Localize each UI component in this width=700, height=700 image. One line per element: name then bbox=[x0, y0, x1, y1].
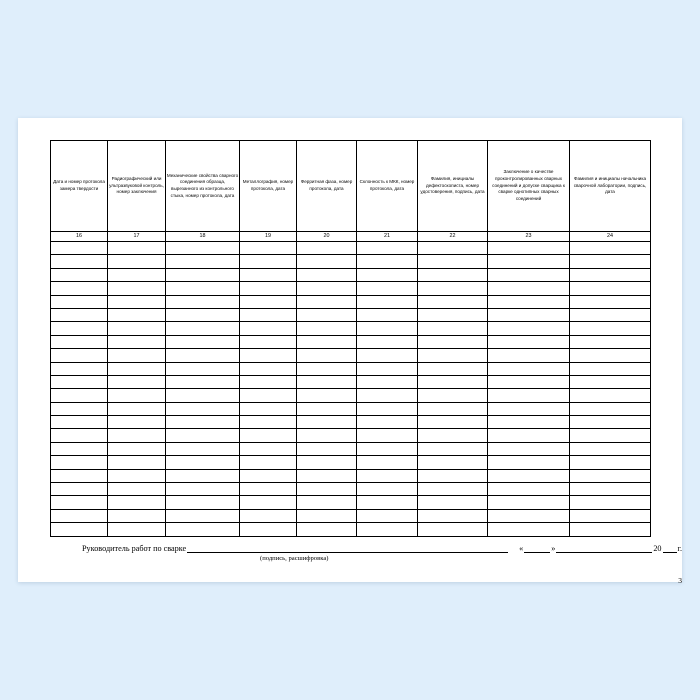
column-number-17: 17 bbox=[108, 232, 166, 242]
table-cell bbox=[166, 282, 240, 295]
table-cell bbox=[108, 362, 166, 375]
table-cell bbox=[488, 242, 570, 255]
table-cell bbox=[166, 349, 240, 362]
table-cell bbox=[488, 523, 570, 536]
table-cell bbox=[108, 268, 166, 281]
table-cell bbox=[570, 442, 651, 455]
table-cell bbox=[570, 483, 651, 496]
table-cell bbox=[570, 496, 651, 509]
table-cell bbox=[166, 416, 240, 429]
table-cell bbox=[418, 335, 488, 348]
column-number-23: 23 bbox=[488, 232, 570, 242]
table-cell bbox=[570, 469, 651, 482]
table-cell bbox=[166, 322, 240, 335]
table-cell bbox=[108, 349, 166, 362]
table-cell bbox=[357, 483, 418, 496]
table-cell bbox=[108, 295, 166, 308]
table-row bbox=[51, 389, 651, 402]
table-row bbox=[51, 442, 651, 455]
table-body bbox=[51, 242, 651, 537]
table-row bbox=[51, 509, 651, 522]
table-row bbox=[51, 308, 651, 321]
table-cell bbox=[51, 308, 108, 321]
table-row bbox=[51, 295, 651, 308]
table-cell bbox=[418, 523, 488, 536]
table-cell bbox=[51, 375, 108, 388]
table-cell bbox=[418, 295, 488, 308]
table-cell bbox=[297, 442, 357, 455]
column-number-row bbox=[51, 232, 651, 242]
table-cell bbox=[570, 268, 651, 281]
table-cell bbox=[418, 442, 488, 455]
table-cell bbox=[418, 509, 488, 522]
table-cell bbox=[357, 242, 418, 255]
year-prefix: 20 bbox=[653, 544, 662, 553]
table-cell bbox=[240, 349, 297, 362]
table-row bbox=[51, 496, 651, 509]
table-cell bbox=[488, 402, 570, 415]
document-footer bbox=[82, 544, 682, 585]
table-cell bbox=[240, 469, 297, 482]
table-cell bbox=[166, 375, 240, 388]
table-cell bbox=[51, 429, 108, 442]
table-cell bbox=[488, 268, 570, 281]
table-cell bbox=[297, 509, 357, 522]
table-row bbox=[51, 402, 651, 415]
column-header-23: Заключение о качестве проконтролированных сварных соединений и допуске сварщика к сварке однотипных сварных соединений bbox=[488, 141, 570, 232]
table-cell bbox=[51, 456, 108, 469]
table-cell bbox=[166, 308, 240, 321]
table-cell bbox=[570, 255, 651, 268]
table-cell bbox=[488, 416, 570, 429]
table-cell bbox=[166, 483, 240, 496]
table-cell bbox=[488, 429, 570, 442]
table-cell bbox=[297, 295, 357, 308]
table-cell bbox=[488, 255, 570, 268]
table-cell bbox=[108, 496, 166, 509]
table-cell bbox=[240, 523, 297, 536]
table-cell bbox=[108, 389, 166, 402]
column-number-24: 24 bbox=[570, 232, 651, 242]
table-cell bbox=[51, 335, 108, 348]
table-cell bbox=[357, 496, 418, 509]
table-cell bbox=[570, 349, 651, 362]
column-number-19: 19 bbox=[240, 232, 297, 242]
table-cell bbox=[570, 375, 651, 388]
table-row bbox=[51, 282, 651, 295]
table-cell bbox=[108, 322, 166, 335]
table-cell bbox=[240, 375, 297, 388]
table-cell bbox=[166, 442, 240, 455]
table-cell bbox=[240, 308, 297, 321]
table-cell bbox=[418, 255, 488, 268]
table-cell bbox=[297, 322, 357, 335]
table-cell bbox=[108, 282, 166, 295]
table-cell bbox=[297, 308, 357, 321]
table-cell bbox=[51, 469, 108, 482]
table-cell bbox=[166, 242, 240, 255]
table-cell bbox=[488, 389, 570, 402]
table-cell bbox=[297, 483, 357, 496]
table-cell bbox=[108, 509, 166, 522]
table-cell bbox=[570, 282, 651, 295]
table-cell bbox=[418, 469, 488, 482]
table-cell bbox=[357, 456, 418, 469]
column-number-22: 22 bbox=[418, 232, 488, 242]
table-cell bbox=[240, 268, 297, 281]
table-cell bbox=[240, 402, 297, 415]
welding-journal-table bbox=[50, 140, 651, 537]
table-cell bbox=[51, 483, 108, 496]
table-cell bbox=[240, 322, 297, 335]
column-header-24: Фамилия и инициалы начальника сварочной лаборатории, подпись, дата bbox=[570, 141, 651, 232]
table-cell bbox=[297, 469, 357, 482]
table-cell bbox=[51, 416, 108, 429]
table-cell bbox=[297, 242, 357, 255]
table-cell bbox=[297, 349, 357, 362]
table-cell bbox=[418, 389, 488, 402]
table-cell bbox=[108, 335, 166, 348]
table-cell bbox=[240, 282, 297, 295]
table-cell bbox=[418, 402, 488, 415]
table-cell bbox=[357, 282, 418, 295]
column-number-21: 21 bbox=[357, 232, 418, 242]
table-cell bbox=[488, 509, 570, 522]
table-cell bbox=[108, 242, 166, 255]
table-cell bbox=[418, 456, 488, 469]
table-row bbox=[51, 242, 651, 255]
column-number-20: 20 bbox=[297, 232, 357, 242]
table-cell bbox=[488, 469, 570, 482]
table-cell bbox=[297, 268, 357, 281]
month-rule bbox=[556, 544, 652, 553]
table-cell bbox=[297, 282, 357, 295]
table-cell bbox=[166, 523, 240, 536]
table-cell bbox=[240, 496, 297, 509]
table-cell bbox=[418, 429, 488, 442]
table-cell bbox=[418, 308, 488, 321]
table-cell bbox=[570, 308, 651, 321]
table-cell bbox=[297, 362, 357, 375]
table-cell bbox=[570, 402, 651, 415]
table-cell bbox=[166, 335, 240, 348]
table-row bbox=[51, 483, 651, 496]
table-cell bbox=[357, 416, 418, 429]
table-cell bbox=[570, 295, 651, 308]
table-cell bbox=[240, 295, 297, 308]
table-cell bbox=[108, 442, 166, 455]
table-cell bbox=[240, 362, 297, 375]
table-cell bbox=[297, 255, 357, 268]
page-number: 3 bbox=[678, 576, 682, 585]
table-cell bbox=[488, 335, 570, 348]
table-cell bbox=[51, 402, 108, 415]
table-row bbox=[51, 429, 651, 442]
table-row bbox=[51, 375, 651, 388]
signature-line bbox=[82, 544, 682, 553]
table-cell bbox=[51, 268, 108, 281]
table-row bbox=[51, 335, 651, 348]
table-cell bbox=[357, 335, 418, 348]
table-cell bbox=[108, 308, 166, 321]
table-cell bbox=[488, 442, 570, 455]
table-cell bbox=[108, 375, 166, 388]
table-cell bbox=[357, 375, 418, 388]
table-cell bbox=[570, 456, 651, 469]
table-cell bbox=[51, 509, 108, 522]
table-cell bbox=[240, 483, 297, 496]
table-row bbox=[51, 469, 651, 482]
table-cell bbox=[357, 308, 418, 321]
table-cell bbox=[108, 469, 166, 482]
table-cell bbox=[108, 255, 166, 268]
column-header-17: Радиографический или ультразвуковой контроль, номер заключения bbox=[108, 141, 166, 232]
signature-label: Руководитель работ по сварке bbox=[82, 544, 187, 553]
column-header-22: Фамилия, инициалы дефектоскописта, номер удостоверения, подпись, дата bbox=[418, 141, 488, 232]
table-cell bbox=[357, 402, 418, 415]
table-cell bbox=[166, 429, 240, 442]
table-cell bbox=[166, 295, 240, 308]
table-cell bbox=[51, 242, 108, 255]
table-cell bbox=[166, 362, 240, 375]
date-quote-open: « bbox=[519, 544, 524, 553]
table-cell bbox=[240, 389, 297, 402]
table-cell bbox=[357, 389, 418, 402]
table-row bbox=[51, 523, 651, 536]
table-cell bbox=[166, 402, 240, 415]
table-cell bbox=[240, 429, 297, 442]
table-cell bbox=[166, 496, 240, 509]
table-cell bbox=[418, 268, 488, 281]
table-cell bbox=[297, 429, 357, 442]
table-cell bbox=[51, 496, 108, 509]
table-cell bbox=[51, 295, 108, 308]
table-row bbox=[51, 349, 651, 362]
table-cell bbox=[357, 322, 418, 335]
document-page bbox=[18, 118, 682, 585]
table-cell bbox=[108, 523, 166, 536]
table-row bbox=[51, 322, 651, 335]
table-cell bbox=[488, 362, 570, 375]
table-cell bbox=[297, 456, 357, 469]
table-cell bbox=[570, 335, 651, 348]
table-cell bbox=[418, 362, 488, 375]
table-cell bbox=[570, 389, 651, 402]
table-cell bbox=[357, 509, 418, 522]
column-header-21: Склонность к МКК, номер протокола, дата bbox=[357, 141, 418, 232]
table-row bbox=[51, 268, 651, 281]
table-cell bbox=[418, 349, 488, 362]
table-cell bbox=[240, 509, 297, 522]
table-cell bbox=[488, 282, 570, 295]
table-cell bbox=[240, 335, 297, 348]
table-cell bbox=[51, 255, 108, 268]
table-row bbox=[51, 456, 651, 469]
table-cell bbox=[570, 416, 651, 429]
day-rule bbox=[524, 544, 550, 553]
table-cell bbox=[488, 349, 570, 362]
table-cell bbox=[51, 389, 108, 402]
table-cell bbox=[357, 429, 418, 442]
table-cell bbox=[418, 282, 488, 295]
signature-caption: (подпись, расшифровка) bbox=[260, 555, 329, 562]
table-cell bbox=[488, 295, 570, 308]
table-cell bbox=[166, 268, 240, 281]
table-cell bbox=[570, 509, 651, 522]
table-cell bbox=[108, 456, 166, 469]
table-cell bbox=[570, 362, 651, 375]
table-cell bbox=[357, 268, 418, 281]
table-cell bbox=[297, 375, 357, 388]
table-cell bbox=[488, 496, 570, 509]
table-cell bbox=[108, 429, 166, 442]
table-cell bbox=[51, 362, 108, 375]
column-number-16: 16 bbox=[51, 232, 108, 242]
year-rule bbox=[663, 544, 677, 553]
table-cell bbox=[166, 509, 240, 522]
signature-rule bbox=[187, 544, 508, 553]
table-cell bbox=[570, 242, 651, 255]
table-cell bbox=[357, 523, 418, 536]
table-cell bbox=[166, 389, 240, 402]
table-cell bbox=[418, 322, 488, 335]
table-cell bbox=[488, 375, 570, 388]
page-content bbox=[50, 140, 682, 585]
table-cell bbox=[297, 416, 357, 429]
table-cell bbox=[418, 375, 488, 388]
table-cell bbox=[357, 255, 418, 268]
table-cell bbox=[357, 442, 418, 455]
table-cell bbox=[240, 255, 297, 268]
table-cell bbox=[240, 416, 297, 429]
table-cell bbox=[240, 242, 297, 255]
table-cell bbox=[51, 282, 108, 295]
table-cell bbox=[357, 349, 418, 362]
table-cell bbox=[418, 416, 488, 429]
table-cell bbox=[488, 483, 570, 496]
table-cell bbox=[570, 322, 651, 335]
column-number-18: 18 bbox=[166, 232, 240, 242]
table-cell bbox=[297, 335, 357, 348]
year-suffix: г. bbox=[677, 544, 682, 553]
table-row bbox=[51, 255, 651, 268]
table-cell bbox=[297, 402, 357, 415]
table-cell bbox=[166, 456, 240, 469]
table-cell bbox=[108, 402, 166, 415]
table-cell bbox=[297, 523, 357, 536]
table-cell bbox=[418, 242, 488, 255]
table-cell bbox=[51, 523, 108, 536]
table-cell bbox=[357, 469, 418, 482]
table-header bbox=[51, 141, 651, 242]
table-cell bbox=[240, 442, 297, 455]
table-cell bbox=[357, 295, 418, 308]
table-row bbox=[51, 362, 651, 375]
table-cell bbox=[418, 483, 488, 496]
table-cell bbox=[488, 308, 570, 321]
table-row bbox=[51, 416, 651, 429]
table-cell bbox=[570, 523, 651, 536]
table-cell bbox=[108, 416, 166, 429]
table-cell bbox=[51, 442, 108, 455]
table-cell bbox=[166, 469, 240, 482]
table-cell bbox=[418, 496, 488, 509]
table-cell bbox=[297, 389, 357, 402]
table-cell bbox=[240, 456, 297, 469]
header-row bbox=[51, 141, 651, 232]
table-cell bbox=[488, 322, 570, 335]
table-cell bbox=[51, 322, 108, 335]
table-cell bbox=[51, 349, 108, 362]
column-header-18: Механические свойства сварного соединения образца, вырезанного из контрольного стыка, номер протокола, дата bbox=[166, 141, 240, 232]
table-cell bbox=[357, 362, 418, 375]
date-quote-close: » bbox=[551, 544, 556, 553]
column-header-19: Металлография, номер протокола, дата bbox=[240, 141, 297, 232]
table-cell bbox=[570, 429, 651, 442]
column-header-16: Дата и номер протокола замера твердости bbox=[51, 141, 108, 232]
column-header-20: Ферритная фаза, номер протокола, дата bbox=[297, 141, 357, 232]
table-cell bbox=[488, 456, 570, 469]
table-cell bbox=[166, 255, 240, 268]
table-cell bbox=[108, 483, 166, 496]
table-cell bbox=[297, 496, 357, 509]
